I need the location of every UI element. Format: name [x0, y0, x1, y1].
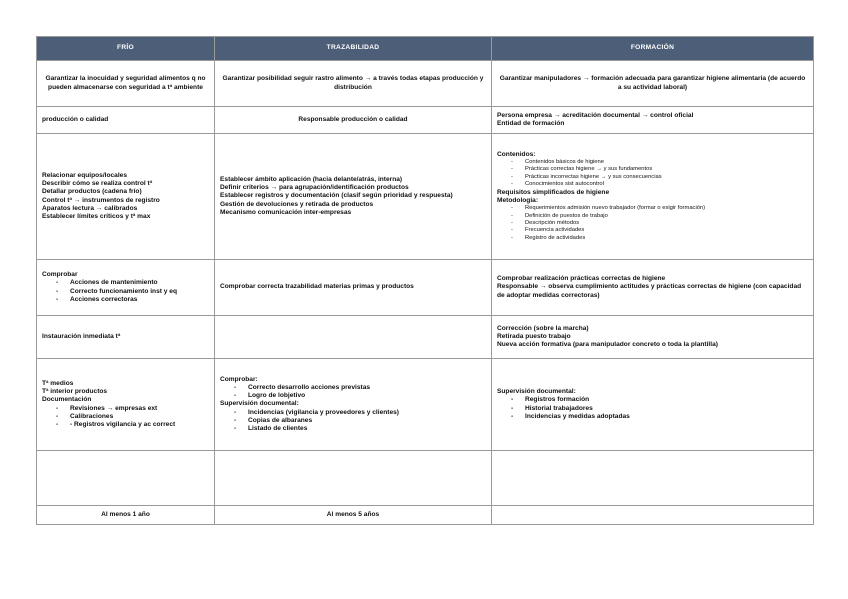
cell-frio: producción o calidad — [37, 107, 215, 134]
list-item: - Prácticas incorrectas higiene → y sus consecuencias — [511, 174, 808, 181]
section-label: Supervisión documental: — [497, 388, 576, 396]
text-line: Detallar productos (cadena frío) — [42, 188, 142, 196]
text-line: Retirada puesto trabajo — [497, 332, 571, 340]
list-item: - Acciones correctoras — [56, 296, 209, 304]
comprobar-list — [220, 384, 486, 400]
cell-trazabilidad: Responsable producción o calidad — [215, 107, 492, 134]
table-row — [37, 107, 814, 134]
cell-formacion: Garantizar manipuladores → formación adecuada para garantizar higiene alimentaria (de acuerdo a su actividad laboral) — [492, 61, 814, 107]
documentacion-list — [42, 405, 209, 430]
text-line: Comprobar realización prácticas correctas de higiene — [497, 275, 666, 283]
cell-frio: Garantizar la inocuidad y seguridad alimentos q no pueden almacenarse con seguridad a tª ambiente — [37, 61, 215, 107]
list-item: - Incidencias y medidas adoptadas — [511, 413, 808, 421]
text-line: Relacionar equipos/locales — [42, 171, 128, 179]
cell-trazabilidad-retention: Al menos 5 años — [215, 506, 492, 525]
cell-frio — [37, 451, 215, 506]
list-item: - Definición de puestos de trabajo — [511, 213, 808, 220]
text-line: Establecer límites críticos y tª max — [42, 212, 151, 220]
table-row — [37, 260, 814, 316]
list-item: - Logro de lobjetivo — [234, 392, 486, 400]
header-formacion: FORMACIÓN — [492, 37, 814, 61]
metodologia-list — [497, 205, 808, 242]
list-item: - Registro de actividades — [511, 235, 808, 242]
cell-trazabilidad — [215, 359, 492, 451]
cell-trazabilidad: Garantizar posibilidad seguir rastro alimento → a través todas etapas producción y distribución — [215, 61, 492, 107]
text-line: Definir criterios → para agrupación/identificación productos — [220, 184, 409, 192]
table-row — [37, 316, 814, 359]
header-trazabilidad: TRAZABILIDAD — [215, 37, 492, 61]
list-item: - Listado de clientes — [234, 425, 486, 433]
text-line: Establecer registros y documentación (clasif según prioridad y respuesta) — [220, 192, 453, 200]
list-item: - - Registros vigilancia y ac correct — [56, 421, 209, 429]
list-item: - Calibraciones — [56, 413, 209, 421]
text-line: Entidad de formación — [497, 120, 565, 127]
text-line: Corrección (sobre la marcha) — [497, 324, 589, 332]
header-row — [37, 37, 814, 61]
cell-formacion-retention — [492, 506, 814, 525]
list-item: - Registros formación — [511, 396, 808, 404]
comprobar-list — [42, 279, 209, 304]
cell-frio: Instauración inmediata tª — [37, 316, 215, 359]
list-item: - Correcto desarrollo acciones previstas — [234, 384, 486, 392]
section-label: Contenidos: — [497, 150, 536, 158]
text-line: Responsable → observa cumplimiento actitudes y prácticas correctas de higiene (con capacidad de adoptar medidas correctoras) — [497, 283, 802, 299]
table-row — [37, 134, 814, 260]
cell-formacion — [492, 260, 814, 316]
cell-formacion — [492, 134, 814, 260]
list-item: - Correcto funcionamiento inst y eq — [56, 288, 209, 296]
cell-formacion — [492, 107, 814, 134]
cell-trazabilidad — [215, 134, 492, 260]
list-item: - Contenidos básicos de higiene — [511, 159, 808, 166]
cell-formacion — [492, 451, 814, 506]
cell-formacion — [492, 359, 814, 451]
list-item: - Prácticas correctas higiene → y sus fundamentos — [511, 166, 808, 173]
cell-formacion — [492, 316, 814, 359]
cell-trazabilidad — [215, 316, 492, 359]
table-row — [37, 61, 814, 107]
table-row — [37, 451, 814, 506]
text-line: Describir cómo se realiza control tª — [42, 180, 153, 188]
list-item: - Copias de albaranes — [234, 417, 486, 425]
text-line: Gestión de devoluciones y retirada de productos — [220, 200, 374, 208]
list-item: - Frecuencia actividades — [511, 227, 808, 234]
list-item: - Requerimientos admisión nuevo trabajador (formar o exigir formación) — [511, 205, 808, 212]
supervision-list — [497, 396, 808, 421]
cell-trazabilidad: Comprobar correcta trazabilidad materias primas y productos — [215, 260, 492, 316]
section-label: Supervisión documental: — [220, 400, 299, 408]
cell-frio — [37, 359, 215, 451]
list-item: - Descripción métodos — [511, 220, 808, 227]
list-item: - Incidencias (vigilancia y proveedores y clientes) — [234, 409, 486, 417]
cell-frio — [37, 134, 215, 260]
text-line: Establecer ámbito aplicación (hacia delante/atrás, interna) — [220, 175, 403, 183]
section-label: Comprobar — [42, 271, 78, 279]
text-line: Tª interior productos — [42, 388, 108, 396]
supervision-list — [220, 409, 486, 434]
list-item: - Conocimientos sist autocontrol — [511, 181, 808, 188]
cell-frio — [37, 260, 215, 316]
contenidos-list — [497, 159, 808, 189]
document-table — [36, 36, 814, 525]
cell-frio-retention: Al menos 1 año — [37, 506, 215, 525]
text-line: Documentación — [42, 396, 92, 404]
list-item: - Acciones de mantenimiento — [56, 279, 209, 287]
list-item: - Revisiones → empresas ext — [56, 405, 209, 413]
section-label: Metodología: — [497, 196, 539, 204]
table-row — [37, 359, 814, 451]
header-frio: FRÍO — [37, 37, 215, 61]
text-line: Requisitos simplificados de higiene — [497, 188, 610, 196]
text-line: Aparatos lectura → calibrados — [42, 204, 138, 212]
cell-trazabilidad — [215, 451, 492, 506]
text-line: Control tª → instrumentos de registro — [42, 196, 160, 204]
text-line: Mecanismo comunicación inter-empresas — [220, 208, 352, 216]
text-line: Nueva acción formativa (para manipulador concreto o toda la plantilla) — [497, 341, 718, 349]
list-item: - Historial trabajadores — [511, 405, 808, 413]
footer-row — [37, 506, 814, 525]
text-line: Persona empresa → acreditación documental → control oficial — [497, 111, 694, 119]
text-line: Tª medios — [42, 379, 74, 387]
section-label: Comprobar: — [220, 375, 258, 383]
